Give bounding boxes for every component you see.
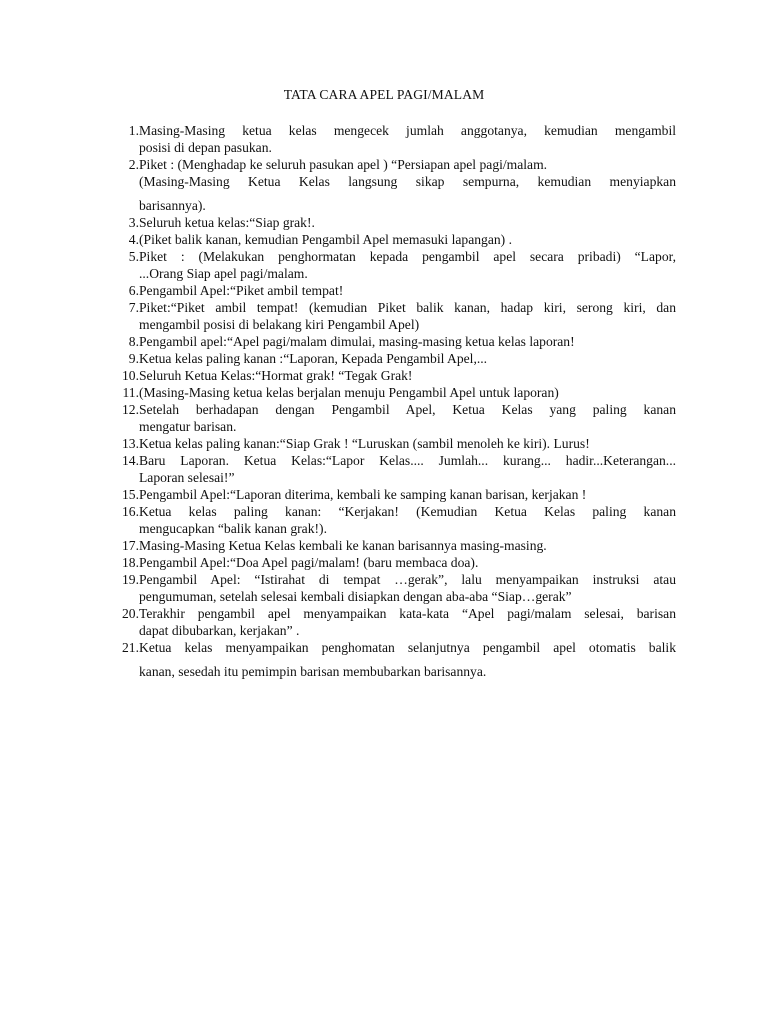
item-text [139,452,676,486]
item-text [139,299,676,333]
item-number: 5. [128,249,139,264]
item-number: 4. [128,232,139,247]
item-text [139,350,676,367]
item-number: 7. [128,300,139,315]
list-item [110,537,676,554]
list-item [110,333,676,350]
list-item [110,367,676,384]
list-item [110,452,676,486]
item-text [139,571,676,605]
item-line: mengucapkan “balik kanan grak!). [139,521,327,536]
item-text [139,503,676,537]
list-item [110,214,676,231]
item-number: 15. [122,487,139,502]
item-number: 2. [128,157,139,172]
list-item [110,503,676,537]
item-text [139,231,676,248]
item-text [139,282,676,299]
list-item [110,639,676,680]
item-text [139,156,676,214]
item-number: 11. [122,385,139,400]
item-text [139,486,676,503]
list-item [110,248,676,282]
list-item [110,299,676,333]
item-line: Pengambil Apel:“Laporan diterima, kembali ke samping kanan barisan, kerjakan ! [139,487,587,502]
list-item [110,435,676,452]
item-number: 20. [122,606,139,621]
item-line: kanan, sesedah itu pemimpin barisan membubarkan barisannya. [139,664,487,679]
item-number: 17. [122,538,139,553]
list-item [110,571,676,605]
item-number: 6. [128,283,139,298]
item-line: mengatur barisan. [139,419,237,434]
item-line: mengambil posisi di belakang kiri Pengambil Apel) [139,317,420,332]
list-item [110,554,676,571]
item-line: Pengambil apel:“Apel pagi/malam dimulai, masing-masing ketua kelas laporan! [139,334,575,349]
item-line: posisi di depan pasukan. [139,140,272,155]
item-line: Masing-Masing Ketua Kelas kembali ke kanan barisannya masing-masing. [139,538,547,553]
item-line: Pengambil Apel: “Istirahat di tempat …gerak”, lalu menyampaikan instruksi atau [139,572,676,587]
item-number: 14. [122,453,139,468]
item-line: Baru Laporan. Ketua Kelas:“Lapor Kelas.... Jumlah... kurang... hadir...Keterangan... [139,453,676,468]
item-text [139,605,676,639]
item-line: Pengambil Apel:“Piket ambil tempat! [139,283,344,298]
list-item [110,384,676,401]
item-line: Masing-Masing ketua kelas mengecek jumlah anggotanya, kemudian mengambil [139,123,676,138]
item-number: 10. [122,368,139,383]
item-line: Piket : (Menghadap ke seluruh pasukan apel ) “Persiapan apel pagi/malam. [139,157,548,172]
item-line: Seluruh Ketua Kelas:“Hormat grak! “Tegak Grak! [139,368,413,383]
item-number: 13. [122,436,139,451]
item-text [139,122,676,156]
item-number: 1. [128,123,139,138]
item-line: Terakhir pengambil apel menyampaikan kata-kata “Apel pagi/malam selesai, barisan [139,606,676,621]
item-text [139,554,676,571]
item-line: Piket:“Piket ambil tempat! (kemudian Piket balik kanan, hadap kiri, serong kiri, dan [139,300,676,315]
item-line: Ketua kelas paling kanan :“Laporan, Kepada Pengambil Apel,... [139,351,488,366]
item-number: 12. [122,402,139,417]
list-item [110,231,676,248]
item-line: Setelah berhadapan dengan Pengambil Apel, Ketua Kelas yang paling kanan [139,402,676,417]
item-text [139,384,676,401]
item-line: Seluruh ketua kelas:“Siap grak!. [139,215,315,230]
list-item [110,282,676,299]
item-text [139,639,676,680]
item-text [139,248,676,282]
item-number: 18. [122,555,139,570]
list-item [110,156,676,214]
item-line: pengumuman, setelah selesai kembali disiapkan dengan aba-aba “Siap…gerak” [139,589,572,604]
list-item [110,486,676,503]
item-text [139,333,676,350]
document-title: TATA CARA APEL PAGI/MALAM [283,87,485,102]
item-number: 3. [128,215,139,230]
item-number: 19. [122,572,139,587]
item-text [139,537,676,554]
item-line: barisannya). [139,198,206,213]
item-line: Pengambil Apel:“Doa Apel pagi/malam! (baru membaca doa). [139,555,479,570]
procedure-list [110,122,676,680]
item-number: 21. [122,640,139,655]
item-line: Ketua kelas paling kanan:“Siap Grak ! “Luruskan (sambil menoleh ke kiri). Lurus! [139,436,590,451]
item-line: Piket : (Melakukan penghormatan kepada pengambil apel secara pribadi) “Lapor, [139,249,676,264]
item-text [139,401,676,435]
item-line: Ketua kelas paling kanan: “Kerjakan! (Kemudian Ketua Kelas paling kanan [139,504,676,519]
item-text [139,435,676,452]
item-line: dapat dibubarkan, kerjakan” . [139,623,300,638]
item-text [139,367,676,384]
item-line: (Masing-Masing ketua kelas berjalan menuju Pengambil Apel untuk laporan) [139,385,559,400]
item-line: (Piket balik kanan, kemudian Pengambil Apel memasuki lapangan) . [139,232,512,247]
item-line: Ketua kelas menyampaikan penghomatan selanjutnya pengambil apel otomatis balik [139,640,676,655]
item-text [139,214,676,231]
list-item [110,401,676,435]
list-item [110,122,676,156]
item-number: 16. [122,504,139,519]
list-item [110,350,676,367]
item-line: ...Orang Siap apel pagi/malam. [139,266,308,281]
item-number: 8. [128,334,139,349]
item-number: 9. [128,351,139,366]
item-line: (Masing-Masing Ketua Kelas langsung sikap sempurna, kemudian menyiapkan [139,174,676,189]
item-line: Laporan selesai!” [139,470,235,485]
list-item [110,605,676,639]
